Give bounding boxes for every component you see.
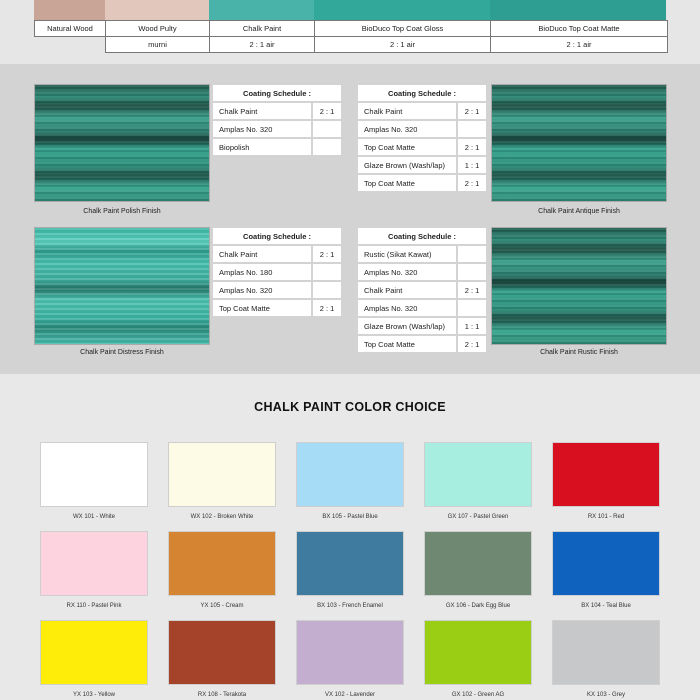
table-row (358, 139, 486, 155)
table-cell: murni (106, 37, 210, 53)
color-chip (40, 531, 148, 596)
finish-table (34, 20, 668, 53)
color-chip-label: WX 102 - Broken White (190, 514, 254, 520)
color-chip (424, 531, 532, 596)
table-row (213, 246, 341, 262)
finish-swatch-row (34, 0, 666, 20)
step-name: Amplas No. 320 (213, 121, 311, 137)
table-row (213, 228, 341, 244)
table-row (358, 246, 486, 262)
color-chip (296, 620, 404, 685)
color-chip-label: YX 105 - Cream (200, 603, 244, 609)
polish-finish-image (34, 84, 210, 202)
color-chip-label: KX 103 - Grey (586, 692, 625, 698)
step-name: Glaze Brown (Wash/lap) (358, 157, 456, 173)
color-chip-label: YX 103 - Yellow (72, 692, 116, 698)
color-chip (40, 442, 148, 507)
table-cell: 2 : 1 air (210, 37, 315, 53)
color-chip (40, 620, 148, 685)
table-row (213, 282, 341, 298)
swatch-chalk-paint (209, 0, 314, 20)
step-name: Glaze Brown (Wash/lap) (358, 318, 456, 334)
step-ratio (458, 246, 486, 262)
color-chip-label: GX 106 - Dark Egg Blue (445, 603, 511, 609)
table-row (358, 300, 486, 316)
step-name: Amplas No. 320 (213, 282, 311, 298)
color-chip-label: GX 102 - Green AG (451, 692, 505, 698)
rustic-coating-schedule (356, 226, 488, 354)
table-row (213, 121, 341, 137)
schedule-title: Coating Schedule : (213, 85, 341, 101)
step-ratio: 2 : 1 (458, 175, 486, 191)
polish-coating-schedule (211, 83, 343, 157)
polish-finish-caption: Chalk Paint Polish Finish (83, 208, 161, 215)
color-chip (296, 531, 404, 596)
table-row (213, 264, 341, 280)
step-name: Top Coat Matte (358, 139, 456, 155)
table-row (358, 336, 486, 352)
color-chip (424, 442, 532, 507)
table-row (358, 264, 486, 280)
table-cell: Natural Wood (35, 21, 106, 37)
table-row (358, 121, 486, 137)
step-ratio (458, 121, 486, 137)
color-chip (296, 442, 404, 507)
color-chip-label: RX 101 - Red (587, 514, 625, 520)
color-chip-label: BX 105 - Pastel Blue (322, 514, 378, 520)
schedule-title: Coating Schedule : (358, 85, 486, 101)
swatch-top-coat-gloss (314, 0, 490, 20)
color-chip-label: GX 107 - Pastel Green (447, 514, 509, 520)
step-ratio: 2 : 1 (458, 336, 486, 352)
table-row (358, 175, 486, 191)
table-row (358, 157, 486, 173)
step-ratio (458, 300, 486, 316)
table-row (213, 139, 341, 155)
step-ratio: 2 : 1 (458, 282, 486, 298)
table-row (213, 300, 341, 316)
step-ratio: 1 : 1 (458, 157, 486, 173)
swatch-natural-wood (34, 0, 105, 20)
table-row (213, 85, 341, 101)
table-row (213, 103, 341, 119)
distress-finish-caption: Chalk Paint Distress Finish (80, 349, 164, 356)
step-ratio: 1 : 1 (458, 318, 486, 334)
distress-coating-schedule (211, 226, 343, 318)
step-ratio (313, 264, 341, 280)
step-ratio: 2 : 1 (458, 103, 486, 119)
step-name: Top Coat Matte (358, 175, 456, 191)
antique-coating-schedule (356, 83, 488, 193)
step-name: Biopolish (213, 139, 311, 155)
table-cell: BioDuco Top Coat Matte (491, 21, 668, 37)
step-name: Amplas No. 180 (213, 264, 311, 280)
rustic-finish-image (491, 227, 667, 345)
distress-finish-image (34, 227, 210, 345)
step-name: Chalk Paint (358, 282, 456, 298)
step-ratio: 2 : 1 (313, 246, 341, 262)
schedule-title: Coating Schedule : (213, 228, 341, 244)
color-chip-label: BX 104 - Teal Blue (581, 603, 631, 609)
color-chip (552, 442, 660, 507)
step-name: Top Coat Matte (358, 336, 456, 352)
step-ratio (313, 139, 341, 155)
color-chip (552, 620, 660, 685)
color-chip-label: BX 103 - French Enamel (317, 603, 383, 609)
antique-finish-image (491, 84, 667, 202)
step-name: Chalk Paint (213, 246, 311, 262)
step-name: Chalk Paint (213, 103, 311, 119)
rustic-finish-caption: Chalk Paint Rustic Finish (540, 349, 618, 356)
schedule-title: Coating Schedule : (358, 228, 486, 244)
table-row (358, 282, 486, 298)
step-name: Rustic (Sikat Kawat) (358, 246, 456, 262)
color-chip (168, 442, 276, 507)
top-section (0, 0, 700, 64)
table-row (358, 85, 486, 101)
table-cell (35, 37, 106, 53)
color-chip (168, 620, 276, 685)
color-chip-label: VX 102 - Lavender (324, 692, 376, 698)
step-name: Top Coat Matte (213, 300, 311, 316)
table-cell: 2 : 1 air (491, 37, 668, 53)
table-cell: Chalk Paint (210, 21, 315, 37)
table-cell: BioDuco Top Coat Gloss (315, 21, 491, 37)
table-row (358, 318, 486, 334)
color-chip-label: RX 108 - Terakota (197, 692, 247, 698)
table-row (358, 228, 486, 244)
antique-finish-caption: Chalk Paint Antique Finish (538, 208, 620, 215)
table-row (35, 37, 668, 53)
color-chip (168, 531, 276, 596)
step-ratio: 2 : 1 (313, 103, 341, 119)
step-name: Amplas No. 320 (358, 264, 456, 280)
step-name: Amplas No. 320 (358, 300, 456, 316)
table-row (358, 103, 486, 119)
swatch-wood-pulty (105, 0, 209, 20)
step-name: Amplas No. 320 (358, 121, 456, 137)
swatch-top-coat-matte (490, 0, 666, 20)
table-cell: 2 : 1 air (315, 37, 491, 53)
step-ratio: 2 : 1 (458, 139, 486, 155)
color-choice-section (0, 374, 700, 700)
color-chip (424, 620, 532, 685)
table-cell: Wood Pulty (106, 21, 210, 37)
step-name: Chalk Paint (358, 103, 456, 119)
step-ratio (458, 264, 486, 280)
finishes-section (0, 64, 700, 374)
step-ratio (313, 121, 341, 137)
color-chip-label: WX 101 - White (72, 514, 115, 520)
color-section-title: CHALK PAINT COLOR CHOICE (254, 400, 446, 414)
color-chip (552, 531, 660, 596)
table-row (35, 21, 668, 37)
color-chip-label: RX 110 - Pastel Pink (66, 603, 122, 609)
step-ratio: 2 : 1 (313, 300, 341, 316)
step-ratio (313, 282, 341, 298)
